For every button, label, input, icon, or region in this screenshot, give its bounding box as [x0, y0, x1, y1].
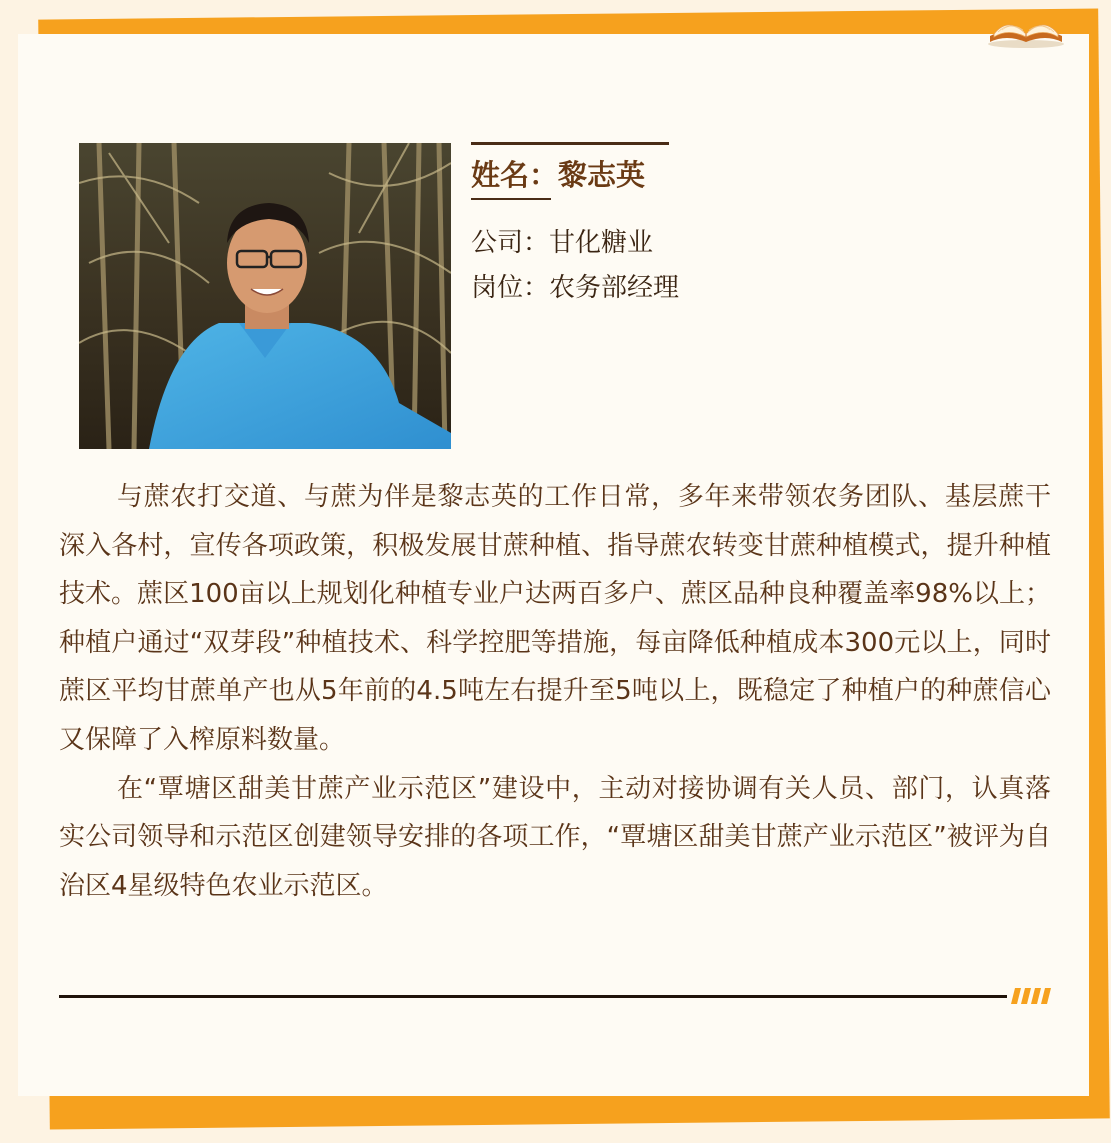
person-name-title: 姓名：黎志英 — [471, 158, 646, 192]
portrait-photo — [79, 143, 451, 449]
article-paragraph-1: 与蔗农打交道、与蔗为伴是黎志英的工作日常，多年来带领农务团队、基层蔗干深入各村，宣传各项政策，积极发展甘蔗种植、指导蔗农转变甘蔗种植模式，提升种植技术。蔗区100亩以上规划化种植专业户达两百多户、蔗区品种良种覆盖率98%以上；种植户通过“双芽段”种植技术、科学控肥等措施，每亩降低种植成本300元以上，同时蔗区平均甘蔗单产也从5年前的4.5吨左右提升至5吨以上，既稳定了种植户的种蔗信心又保障了入榨原料数量。 — [59, 482, 1051, 755]
footer-dashes-icon — [1011, 988, 1053, 1004]
footer-divider — [59, 995, 1007, 998]
position-line: 岗位：农务部经理 — [471, 273, 680, 303]
name-block — [471, 142, 669, 200]
open-book-icon — [986, 6, 1066, 48]
article-paragraph-2: 在“覃塘区甜美甘蔗产业示范区”建设中，主动对接协调有关人员、部门，认真落实公司领导和示范区创建领导安排的各项工作，“覃塘区甜美甘蔗产业示范区”被评为自治区4星级特色农业示范区。 — [59, 773, 1051, 901]
article-body — [59, 473, 1051, 910]
company-line: 公司：甘化糖业 — [471, 228, 654, 258]
name-underline-rule — [471, 198, 551, 200]
name-top-rule — [471, 142, 669, 145]
